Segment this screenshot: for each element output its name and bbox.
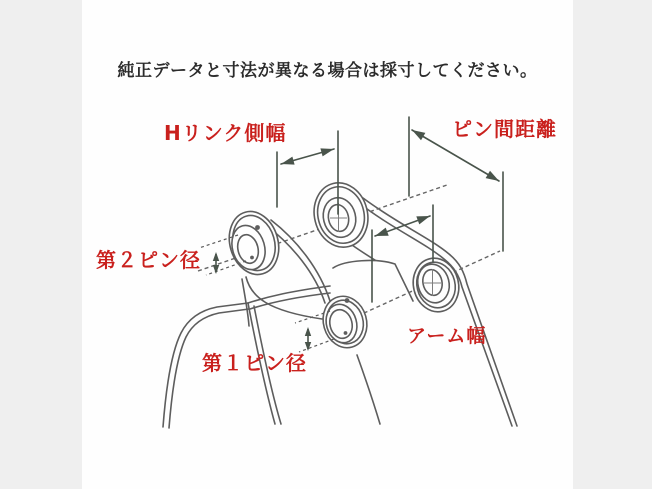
second-pin-boss [222, 206, 286, 281]
bracket-edge-line [357, 355, 380, 424]
top-pin-boss [307, 177, 374, 253]
label-pin1-diameter: 第１ピン径 [202, 351, 307, 375]
instruction-title: 純正データと寸法が異なる場合は採寸してください。 [117, 61, 538, 81]
label-pin-distance: ピン間距離 [452, 117, 557, 141]
right-pin-boss [408, 253, 465, 316]
label-arm-width: アーム幅 [407, 325, 487, 347]
label-h-link-side-width: Hリンク側幅 [164, 121, 287, 145]
label-pin2-diameter: 第２ピン径 [96, 248, 201, 272]
